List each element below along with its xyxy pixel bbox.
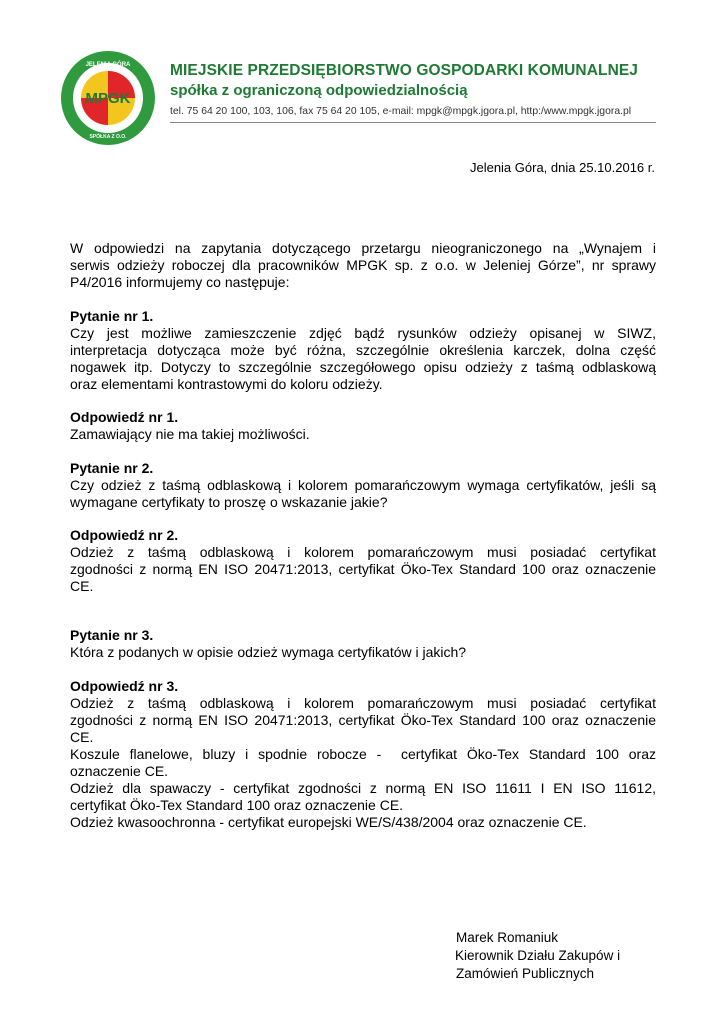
text-line: oraz elementami kontrastowymi do koloru odzieży. (70, 376, 383, 392)
text-line: Czy jest możliwe zamieszczenie zdjęć bądź rysunków odzieży opisanej w SIWZ, (70, 325, 656, 341)
question-2-text (70, 477, 656, 511)
question-3-text (70, 644, 656, 661)
text-line: Odzież z taśmą odblaskową i kolorem pomarańczowym musi posiadać certyfikat (70, 544, 656, 560)
text-line: CE. (70, 578, 94, 594)
intro-line: serwis odzieży roboczej dla pracowników MPGK sp. z o.o. w Jeleniej Górze”, nr sprawy (70, 257, 656, 273)
signature-name: Marek Romaniuk (456, 930, 559, 945)
answer-3-heading: Odpowiedź nr 3. (70, 678, 179, 694)
header-divider (170, 122, 656, 123)
question-1-text (70, 325, 656, 393)
text-line: zgodności z normą EN ISO 20471:2013, certyfikat Öko-Tex Standard 100 oraz oznaczenie (70, 712, 656, 728)
company-logo (60, 50, 156, 146)
intro-line: W odpowiedzi na zapytania dotyczącego przetargu nieograniczonego na „Wynajem i (70, 240, 656, 256)
answer-3-text (70, 695, 656, 831)
text-line: Która z podanych w opisie odzież wymaga certyfikatów i jakich? (70, 644, 467, 660)
question-3-heading: Pytanie nr 3. (70, 627, 154, 643)
signature-title-line-2: Zamówień Publicznych (456, 966, 595, 981)
text-line: Czy odzież z taśmą odblaskową i kolorem pomarańczowym wymaga certyfikatów, jeśli są (70, 477, 656, 493)
logo-bottom-text: SPÓŁKA Z O.O. (89, 134, 127, 140)
logo-mark-text: MPGK (85, 90, 131, 107)
company-name: MIEJSKIE PRZEDSIĘBIORSTWO GOSPODARKI KOMUNALNEJ (170, 62, 639, 79)
answer-1-heading: Odpowiedź nr 1. (70, 409, 179, 425)
answer-2-heading: Odpowiedź nr 2. (70, 527, 179, 543)
text-line: Odzież dla spawaczy - certyfikat zgodności z normą EN ISO 11611 I EN ISO 11612, (70, 780, 656, 796)
text-line: certyfikat Öko-Tex Standard 100 oraz oznaczenie CE. (70, 797, 404, 813)
text-line: zgodności z normą EN ISO 20471:2013, certyfikat Öko-Tex Standard 100 oraz oznaczenie (70, 561, 656, 577)
question-1-heading: Pytanie nr 1. (70, 308, 154, 324)
text-line: nogawek itp. Dotyczy to szczególnie szczegółowego opisu odzieży z taśmą odblaskową (70, 359, 656, 375)
company-contact: tel. 75 64 20 100, 103, 106, fax 75 64 20 105, e-mail: mpgk@mpgk.jgora.pl, http:/www.mpgk.jgora.pl (170, 106, 632, 117)
intro-paragraph (70, 240, 656, 291)
intro-line: P4/2016 informujemy co następuje: (70, 274, 290, 290)
logo-top-text: JELENIA GÓRA (85, 62, 131, 68)
signature-title-line-1: Kierownik Działu Zakupów i (455, 948, 621, 963)
text-line: Koszule flanelowe, bluzy i spodnie robocze - certyfikat Öko-Tex Standard 100 oraz (70, 746, 656, 762)
text-line: Odzież kwasoochronna - certyfikat europejski WE/S/438/2004 oraz oznaczenie CE. (70, 814, 587, 830)
text-line: interpretacja dotycząca może być różna, szczególnie określenia karczek, dolna część (70, 342, 656, 358)
date-line: Jelenia Góra, dnia 25.10.2016 r. (469, 160, 655, 175)
answer-2-text (70, 544, 656, 595)
answer-1-text (70, 426, 656, 443)
text-line: oznaczenie CE. (70, 763, 169, 779)
text-line: CE. (70, 729, 94, 745)
company-form: spółka z ograniczoną odpowiedzialnością (170, 82, 468, 99)
question-2-heading: Pytanie nr 2. (70, 460, 154, 476)
text-line: Odzież z taśmą odblaskową i kolorem pomarańczowym musi posiadać certyfikat (70, 695, 656, 711)
text-line: wymagane certyfikaty to proszę o wskazanie jakie? (70, 494, 388, 510)
text-line: Zamawiający nie ma takiej możliwości. (70, 426, 310, 442)
